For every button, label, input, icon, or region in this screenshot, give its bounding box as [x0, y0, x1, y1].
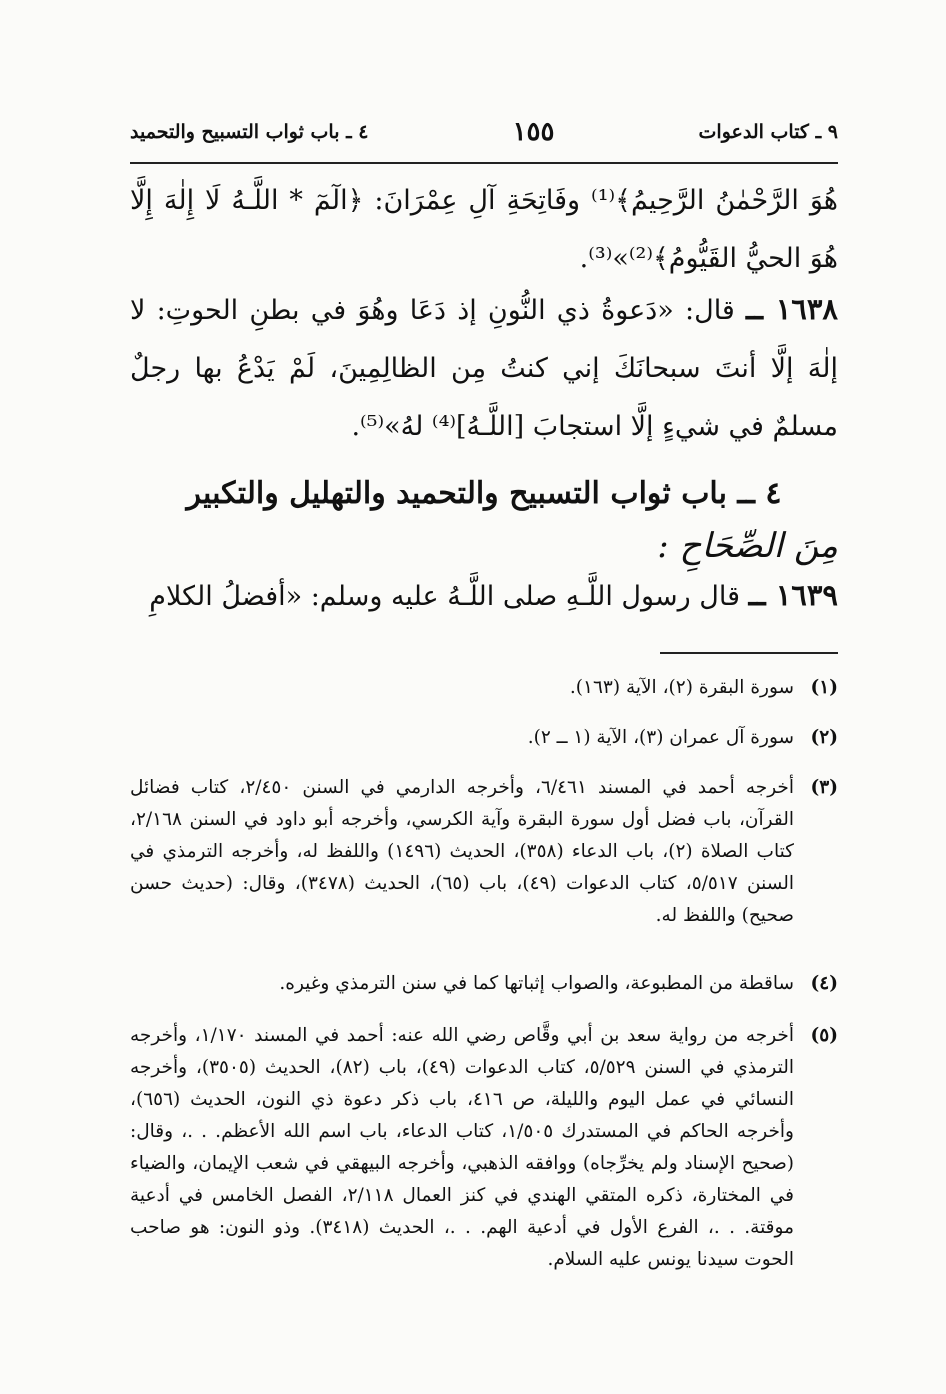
footnote-number: (٥): [810, 1025, 838, 1046]
header-section: ٤ ـ باب ثواب التسبيح والتحميد: [130, 121, 369, 143]
header-divider: [130, 162, 838, 164]
footnote-text: ساقطة من المطبوعة، والصواب إثباتها كما في سنن الترمذي وغيره.: [279, 973, 794, 994]
footnote-2: [130, 722, 838, 754]
page-number: ١٥٥: [512, 117, 555, 147]
footnote-4: [130, 968, 838, 1000]
paragraph-text: هُوَ الرَّحْمٰنُ الرَّحِيمُ﴾⁽¹⁾ وفَاتِحَةِ آلِ عِمْرَانَ: ﴿الٓمٓ * اللَّـهُ لَا إِلٰهَ إِلَّا هُوَ الحيُّ القَيُّومُ﴾⁽²⁾»⁽³⁾.: [130, 185, 839, 274]
footnote-text: أخرجه من رواية سعد بن أبي وقَّاص رضي الله عنه: أحمد في المسند ١/١٧٠، وأخرجه الترمذي في السنن ٥/٥٢٩، كتاب الدعوات (٤٩)، باب (٨٢)، الحديث (٣٥٠٥)، وأخرجه النسائي في عمل اليوم والليلة، ص ٤١٦، باب ذكر دعوة ذي النون، الحديث (٦٥٦)، وأخرجه الحاكم في المستدرك ١/٥٠٥، كتاب الدعاء، باب اسم الله الأعظم. . .، وقال: (صحيح الإسناد ولم يخرِّجاه) ووافقه الذهبي، وأخرجه البيهقي في شعب الإيمان، والضياء في المختارة، ذكره المتقي الهندي في كنز العمال ٢/١١٨، الفصل الخامس في أدعية موقتة. . .، الفرع الأول في أدعية الهم. . .، الحديث (٣٤١٨). وذو النون: هو صاحب الحوت سيدنا يونس عليه السلام.: [130, 1025, 795, 1270]
hadith-1638: [130, 280, 838, 456]
footnote-number: (١): [810, 677, 838, 698]
header-chapter: ٩ ـ كتاب الدعوات: [698, 121, 838, 143]
hadith-text: قال رسول اللَّـهِ صلى اللَّـهُ عليه وسلم: «أفضلُ الكلامِ: [149, 581, 740, 612]
running-header: [130, 112, 838, 152]
footnote-text: سورة آل عمران (٣)، الآية (١ ــ ٢).: [527, 727, 794, 748]
footnote-number: (٣): [810, 777, 838, 798]
paragraph-continuation: [130, 172, 838, 288]
footnote-divider: [660, 652, 838, 654]
footnote-number: (٤): [810, 973, 838, 994]
footnote-text: سورة البقرة (٢)، الآية (١٦٣).: [569, 677, 794, 698]
hadith-text: قال: «دَعوةُ ذي النُّونِ إذ دَعَا وهُوَ في بطنِ الحوتِ: لا إلٰهَ إلَّا أنتَ سبحانَكَ إني كنتُ مِن الظالِمِينَ، لَمْ يَدْعُ بها رجلٌ مسلمٌ في شيءٍ إلَّا استجابَ [اللَّـهُ]⁽⁴⁾ لهُ»⁽⁵⁾.: [130, 295, 838, 442]
hadith-number: ١٦٣٩ ــ: [748, 578, 838, 612]
hadith-1639: [130, 566, 838, 626]
section-title: ٤ ــ باب ثواب التسبيح والتحميد والتهليل والتكبير: [186, 476, 782, 511]
hadith-number: ١٦٣٨ ــ: [746, 292, 839, 326]
footnote-3: [130, 772, 838, 932]
footnote-5: [130, 1020, 838, 1276]
footnote-number: (٢): [810, 727, 838, 748]
subheading: مِنَ الصِّحَاحِ :: [657, 526, 838, 566]
footnote-1: [130, 672, 838, 704]
footnote-text: أخرجه أحمد في المسند ٦/٤٦١، وأخرجه الدارمي في السنن ٢/٤٥٠، كتاب فضائل القرآن، باب فضل أول سورة البقرة وآية الكرسي، وأخرجه أبو داود في السنن ٢/١٦٨، كتاب الصلاة (٢)، باب الدعاء (٣٥٨)، الحديث (١٤٩٦) واللفظ له، وأخرجه الترمذي في السنن ٥/٥١٧، كتاب الدعوات (٤٩)، باب (٦٥)، الحديث (٣٤٧٨)، وقال: (حديث حسن صحيح) واللفظ له.: [130, 777, 794, 926]
